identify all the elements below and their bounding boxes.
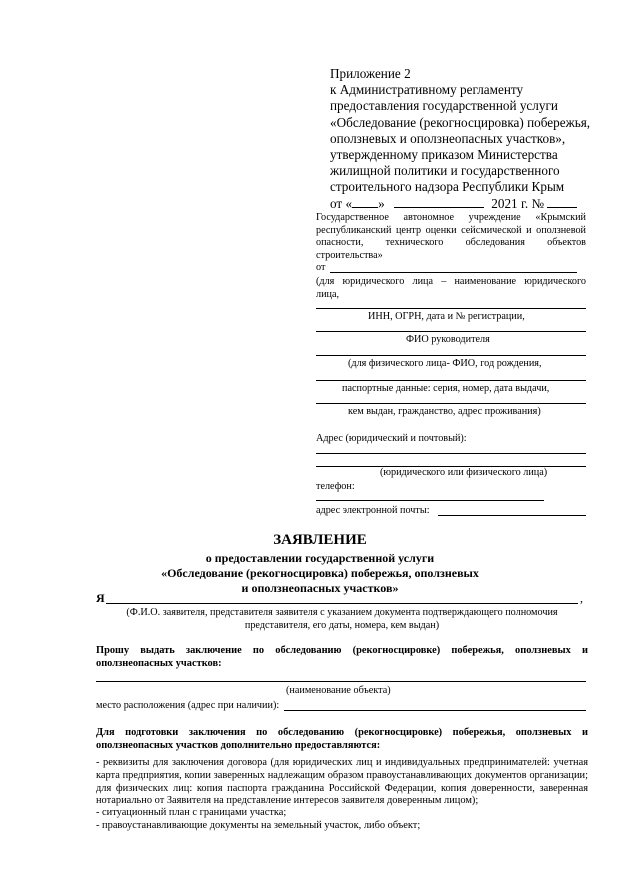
legal-entity-hint: (для юридического лица – наименование юридического [316,276,586,287]
day-blank[interactable] [352,196,378,208]
i-label: Я [96,591,105,605]
extra-docs-item: - ситуационный план с границами участка; [96,807,287,818]
appendix-line: оползневых и оползнеопасных участков», [330,130,566,146]
number-blank[interactable] [547,196,577,208]
director-hint: ФИО руководителя [406,334,490,345]
extra-docs-heading: Для подготовки заключения по обследованию (рекогносцировке) побережья, оползневых и [96,727,588,738]
applicant-name-line[interactable] [106,603,578,604]
appendix-line: утвержденному приказом Министерства [330,147,558,163]
field-line[interactable] [316,331,586,332]
appendix-line: предоставления государственной услуги [330,98,558,114]
field-line[interactable] [316,308,586,309]
extra-docs-item: - реквизиты для заключения договора (для юридических лиц и индивидуальных предпринимателей: учетная карта предприятия, копии заверенных надлежащим образом правоустанавливающих документов организации; для физических лиц: копия паспорта гражданина Российской Федерации, копия доверенности, заверенная нотариально от Заявителя на представление интересов заявителя доверенным лицом); [96,757,588,807]
inn-hint: ИНН, ОГРН, дата и № регистрации, [368,311,525,322]
month-blank[interactable] [394,196,484,208]
physical-person-hint: (для физического лица- ФИО, год рождения, [348,358,542,369]
appendix-date-line [330,196,600,212]
appendix-line: Приложение 2 [330,66,411,81]
request-text: Прошу выдать заключение по обследованию (рекогносцировке) побережья, оползневых и [96,645,588,656]
applicant-hint [96,606,588,632]
statement-subtitle: и оползнеопасных участков» [241,581,399,595]
address-label: Адрес (юридический и почтовый): [316,433,467,444]
appendix-line: строительного надзора Республики Крым [330,179,565,195]
appendix-line: жилищной политики и государственного [330,163,560,179]
address-line[interactable] [316,453,586,454]
from-field-line[interactable] [330,272,577,273]
appendix-line: к Административному регламенту [330,82,524,98]
statement-title: ЗАЯВЛЕНИЕ [273,532,367,548]
field-line[interactable] [316,403,586,404]
email-label: адрес электронной почты: [316,505,430,516]
statement-subtitle: о предоставлении государственной услуги [205,551,435,565]
extra-docs-item: - правоустанавливающие документы на земельный участок, либо объект; [96,820,421,831]
field-line[interactable] [316,380,586,381]
issued-hint: кем выдан, гражданство, адрес проживания) [348,406,541,417]
applicant-hint-line: представителя, его даты, номера, кем выдан) [244,620,440,631]
statement-subtitle: «Обследование (рекогносцировка) побережья, оползневых [161,566,479,580]
legal-entity-hint-cont: лица, [316,289,340,300]
location-label: место расположения (адрес при наличии): [96,700,280,711]
phone-label: телефон: [316,481,355,492]
object-hint: (наименование объекта) [286,685,391,696]
date-from-label: от « [330,195,353,211]
location-line[interactable] [284,710,586,711]
date-mid-label: » [378,195,385,211]
applicant-hint-line: (Ф.И.О. заявителя, представителя заявителя с указанием документа подтверждающего полномочия [126,607,558,618]
addressee-org: Государственное автономное учреждение «Крымский республиканский центр оценки сейсмической и оползневой опасности, технического обследования объектов строительства» [316,212,586,261]
appendix-header [330,66,600,212]
extra-docs-heading-cont: оползнеопасных участков дополнительно предоставляются: [96,740,381,751]
address-hint: (юридического или физического лица) [380,467,548,478]
date-year-label: 2021 г. № [491,195,545,211]
email-line[interactable] [438,515,586,516]
field-line[interactable] [316,355,586,356]
phone-line[interactable] [316,500,544,501]
request-text-cont: оползнеопасных участков: [96,658,222,669]
passport-hint: паспортные данные: серия, номер, дата выдачи, [342,383,550,394]
appendix-line: «Обследование (рекогносцировка) побережья, [330,114,591,130]
object-line[interactable] [96,681,586,682]
from-label: от [316,262,326,273]
comma: , [580,591,583,605]
